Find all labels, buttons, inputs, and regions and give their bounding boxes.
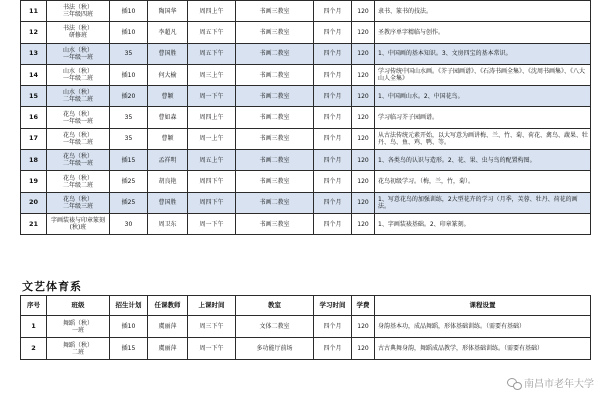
classroom: 书画二教室 [236, 43, 314, 64]
table-row [21, 64, 591, 85]
course-content: 古古典舞身韵，舞蹈成品教学，形体基础训练。（需要有基础） [375, 338, 591, 360]
classroom: 书画二教室 [236, 86, 314, 107]
tuition-fee: 120 [352, 22, 375, 43]
class-name: 花鸟（秋） 二年级三班 [47, 192, 110, 213]
course-table-calligraphy-painting [20, 0, 591, 235]
study-duration: 四个月 [314, 107, 352, 128]
course-content: 学习传统中国山水画。《芥子园画谱》、《石涛书画全集》、《沈周书画集》、《八大山人全集》 [375, 64, 591, 85]
teacher-name: 曹国胜 [148, 43, 188, 64]
study-duration: 四个月 [314, 192, 352, 213]
class-name: 山水（秋） 一年级一班 [47, 43, 110, 64]
study-duration: 四个月 [314, 213, 352, 234]
class-time: 周四下午 [188, 192, 236, 213]
enroll-plan: 插25 [110, 171, 148, 192]
row-number: 1 [21, 316, 47, 338]
teacher-name: 曹颖 [148, 86, 188, 107]
course-content: 身韵基本功，成品舞蹈，形体基础训练。（需要有基础） [375, 316, 591, 338]
enroll-plan: 35 [110, 107, 148, 128]
tuition-fee: 120 [352, 128, 375, 149]
tuition-fee: 120 [352, 171, 375, 192]
course-content: 圣教序单字精临与创作。 [375, 22, 591, 43]
class-time: 周一下午 [188, 338, 236, 360]
classroom: 书画三教室 [236, 213, 314, 234]
class-name: 山水（秋） 一年级二班 [47, 64, 110, 85]
watermark [507, 375, 594, 390]
class-time: 周一下午 [188, 213, 236, 234]
row-number: 16 [21, 107, 47, 128]
study-duration: 四个月 [314, 150, 352, 171]
study-duration: 四个月 [314, 64, 352, 85]
table-row [21, 150, 591, 171]
row-number: 18 [21, 150, 47, 171]
enroll-plan: 30 [110, 213, 148, 234]
header-plan: 招生计划 [110, 296, 148, 316]
table-row [21, 192, 591, 213]
course-table-arts-sports [20, 295, 591, 360]
header-room: 教室 [236, 296, 314, 316]
row-number: 15 [21, 86, 47, 107]
course-content: 隶书、篆书的技法。 [375, 1, 591, 22]
table-row [21, 1, 591, 22]
table-row [21, 107, 591, 128]
study-duration: 四个月 [314, 338, 352, 360]
study-duration: 四个月 [314, 86, 352, 107]
study-duration: 四个月 [314, 128, 352, 149]
study-duration: 四个月 [314, 316, 352, 338]
class-name: 书法（秋） 三年级四班 [47, 1, 110, 22]
table-row [21, 316, 591, 338]
enroll-plan: 插25 [110, 192, 148, 213]
tuition-fee: 120 [352, 107, 375, 128]
class-time: 周四上午 [188, 1, 236, 22]
class-name: 花鸟（秋） 二年级二班 [47, 171, 110, 192]
study-duration: 四个月 [314, 171, 352, 192]
classroom: 书画三教室 [236, 128, 314, 149]
enroll-plan: 插10 [110, 22, 148, 43]
row-number: 21 [21, 213, 47, 234]
teacher-name: 孟祥明 [148, 150, 188, 171]
header-no: 序号 [21, 296, 47, 316]
teacher-name: 曹国胜 [148, 192, 188, 213]
classroom: 书画二教室 [236, 150, 314, 171]
teacher-name: 李超凡 [148, 22, 188, 43]
class-name: 舞蹈（秋） 二班 [47, 338, 110, 360]
course-content: 1、写意花鸟的加强训练，2大型花卉的学习（月季，芙蓉、牡丹、荷花的画法。 [375, 192, 591, 213]
header-teacher: 任课教师 [148, 296, 188, 316]
tuition-fee: 120 [352, 43, 375, 64]
tuition-fee: 120 [352, 338, 375, 360]
enroll-plan: 35 [110, 43, 148, 64]
classroom: 多功能厅前场 [236, 338, 314, 360]
header-row [21, 296, 591, 316]
course-content: 1、中国画的基本知识。3、文房四宝的基本常识。 [375, 43, 591, 64]
class-time: 周一下午 [188, 86, 236, 107]
tuition-fee: 120 [352, 192, 375, 213]
section-title: 文艺体育系 [22, 280, 82, 293]
class-name: 书法（秋） 研修班 [47, 22, 110, 43]
header-class: 班级 [47, 296, 110, 316]
class-name: 花鸟（秋） 二年级一班 [47, 150, 110, 171]
course-content: 1、中国画山水。2、中国花鸟。 [375, 86, 591, 107]
tuition-fee: 120 [352, 1, 375, 22]
row-number: 12 [21, 22, 47, 43]
header-term: 学习时间 [314, 296, 352, 316]
enroll-plan: 插20 [110, 86, 148, 107]
classroom: 书画二教室 [236, 64, 314, 85]
row-number: 2 [21, 338, 47, 360]
row-number: 20 [21, 192, 47, 213]
watermark-text: 南昌市老年大学 [524, 379, 594, 390]
tuition-fee: 120 [352, 86, 375, 107]
tuition-fee: 120 [352, 213, 375, 234]
enroll-plan: 插15 [110, 338, 148, 360]
wechat-icon [507, 377, 521, 389]
header-fee: 学费 [352, 296, 375, 316]
class-time: 周四上午 [188, 107, 236, 128]
course-content: 1、字画装裱基础。2、印章篆刻。 [375, 213, 591, 234]
table-row [21, 43, 591, 64]
tuition-fee: 120 [352, 316, 375, 338]
table-row [21, 213, 591, 234]
row-number: 19 [21, 171, 47, 192]
teacher-name: 曹颖 [148, 128, 188, 149]
study-duration: 四个月 [314, 43, 352, 64]
classroom: 书画三教室 [236, 171, 314, 192]
classroom: 书画三教室 [236, 1, 314, 22]
course-content: 从古法传统元素开始，以大写意为画讲梅、兰、竹、菊、荷花、禽鸟、蔬果、牡丹、鸟、鱼、鸡、鸭、等。 [375, 128, 591, 149]
class-time: 周五下午 [188, 22, 236, 43]
enroll-plan: 插10 [110, 64, 148, 85]
teacher-name: 胡良艳 [148, 171, 188, 192]
table-row [21, 171, 591, 192]
class-time: 周一上午 [188, 128, 236, 149]
class-name: 舞蹈（秋） 一班 [47, 316, 110, 338]
class-name: 花鸟（秋） 一年级一班 [47, 107, 110, 128]
enroll-plan: 35 [110, 128, 148, 149]
enroll-plan: 插15 [110, 150, 148, 171]
row-number: 11 [21, 1, 47, 22]
header-time: 上课时间 [188, 296, 236, 316]
teacher-name: 虞丽萍 [148, 338, 188, 360]
class-time: 周四下午 [188, 171, 236, 192]
class-name: 字画装裱与印章篆刻 (秋)班 [47, 213, 110, 234]
classroom: 书画二教室 [236, 192, 314, 213]
study-duration: 四个月 [314, 1, 352, 22]
class-name: 花鸟（秋） 一年级二班 [47, 128, 110, 149]
classroom: 书画二教室 [236, 107, 314, 128]
enroll-plan: 插10 [110, 316, 148, 338]
row-number: 13 [21, 43, 47, 64]
course-content: 学习临习芥子园画谱。 [375, 107, 591, 128]
teacher-name: 何大榆 [148, 64, 188, 85]
class-time: 周三下午 [188, 316, 236, 338]
table-row [21, 22, 591, 43]
class-time: 周五上午 [188, 150, 236, 171]
classroom: 书画三教室 [236, 22, 314, 43]
enroll-plan: 插10 [110, 1, 148, 22]
row-number: 17 [21, 128, 47, 149]
class-time: 周五下午 [188, 43, 236, 64]
class-name: 山水（秋） 二年级二班 [47, 86, 110, 107]
teacher-name: 曹如森 [148, 107, 188, 128]
table-row [21, 128, 591, 149]
teacher-name: 周卫东 [148, 213, 188, 234]
tuition-fee: 120 [352, 150, 375, 171]
header-course: 课程设置 [375, 296, 591, 316]
course-content: 1、各类鸟的认识与造形。2、花、果、虫与鸟的配置构图。 [375, 150, 591, 171]
row-number: 14 [21, 64, 47, 85]
course-content: 花鸟初级学习。（梅，兰，竹，菊）。 [375, 171, 591, 192]
table-row [21, 86, 591, 107]
study-duration: 四个月 [314, 22, 352, 43]
class-time: 周三上午 [188, 64, 236, 85]
teacher-name: 陶国华 [148, 1, 188, 22]
table-row [21, 338, 591, 360]
tuition-fee: 120 [352, 64, 375, 85]
teacher-name: 虞丽萍 [148, 316, 188, 338]
classroom: 文体二教室 [236, 316, 314, 338]
